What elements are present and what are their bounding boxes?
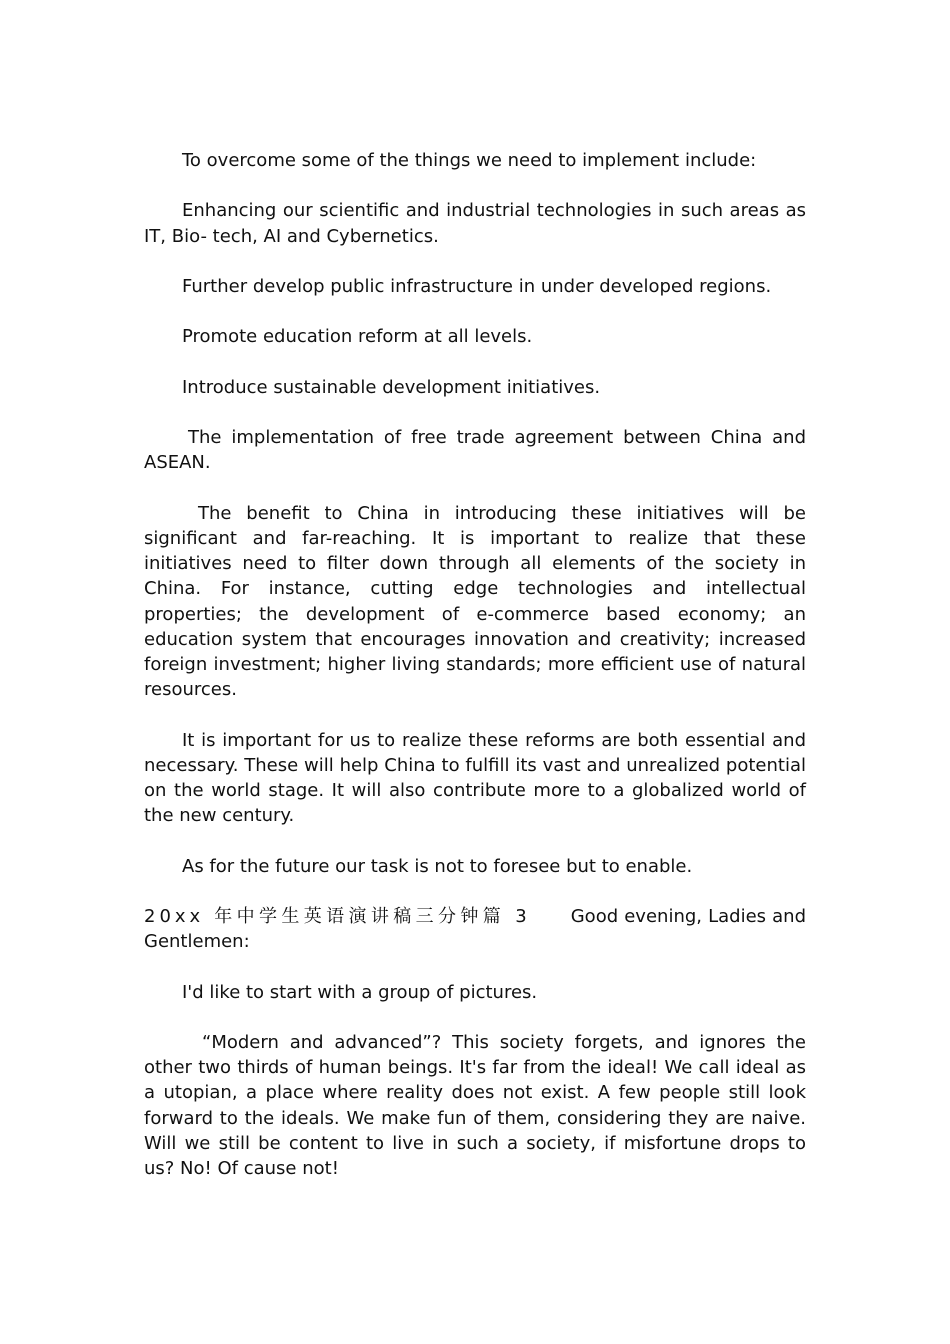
document-page — [144, 148, 806, 1206]
paragraph-pictures: I'd like to start with a group of pictures. — [182, 981, 538, 1003]
paragraph-modern-advanced: “Modern and advanced”? This society forgets, and ignores the other two thirds of human beings. It's far from the ideal! We call ideal as a utopian, a place where reality does not exist. A few people still look forward to the ideals. We make fun of them, considering they are naive. Will we still be content to live in such a society, if misfortune drops to us? No! Of cause not! — [144, 1031, 806, 1179]
paragraph-speech-heading — [144, 904, 806, 954]
paragraph-reforms: It is important for us to realize these reforms are both essential and necessary. These will help China to fulfill its vast and unrealized potential on the world stage. It will also contribute more to a globalized world of the new century. — [144, 729, 806, 827]
speech-greeting: Good evening, Ladies and Gentlemen: — [144, 905, 806, 953]
paragraph-future: As for the future our task is not to foresee but to enable. — [182, 855, 693, 877]
paragraph-free-trade: The implementation of free trade agreement between China and ASEAN. — [144, 427, 806, 474]
paragraph-infrastructure: Further develop public infrastructure in under developed regions. — [182, 275, 772, 297]
paragraph-implement-intro: To overcome some of the things we need to implement include: — [182, 150, 757, 171]
paragraph-education-reform: Promote education reform at all levels. — [182, 326, 533, 348]
paragraph-sustainable: Introduce sustainable development initiatives. — [182, 376, 601, 398]
paragraph-benefit: The benefit to China in introducing these initiatives will be significant and far-reaching. It is important to realize that these initiatives need to filter down through all elements of the society in China. For instance, cutting edge technologies and intellectual properties; the development of e-commerce based economy; an education system that encourages innovation and creativity; increased foreign investment; higher living standards; more efficient use of natural resources. — [144, 502, 806, 701]
speech-title: 20xx 年中学生英语演讲稿三分钟篇 3 — [144, 905, 531, 927]
paragraph-technologies: Enhancing our scientific and industrial technologies in such areas as IT, Bio- tech, AI and Cybernetics. — [144, 200, 806, 247]
